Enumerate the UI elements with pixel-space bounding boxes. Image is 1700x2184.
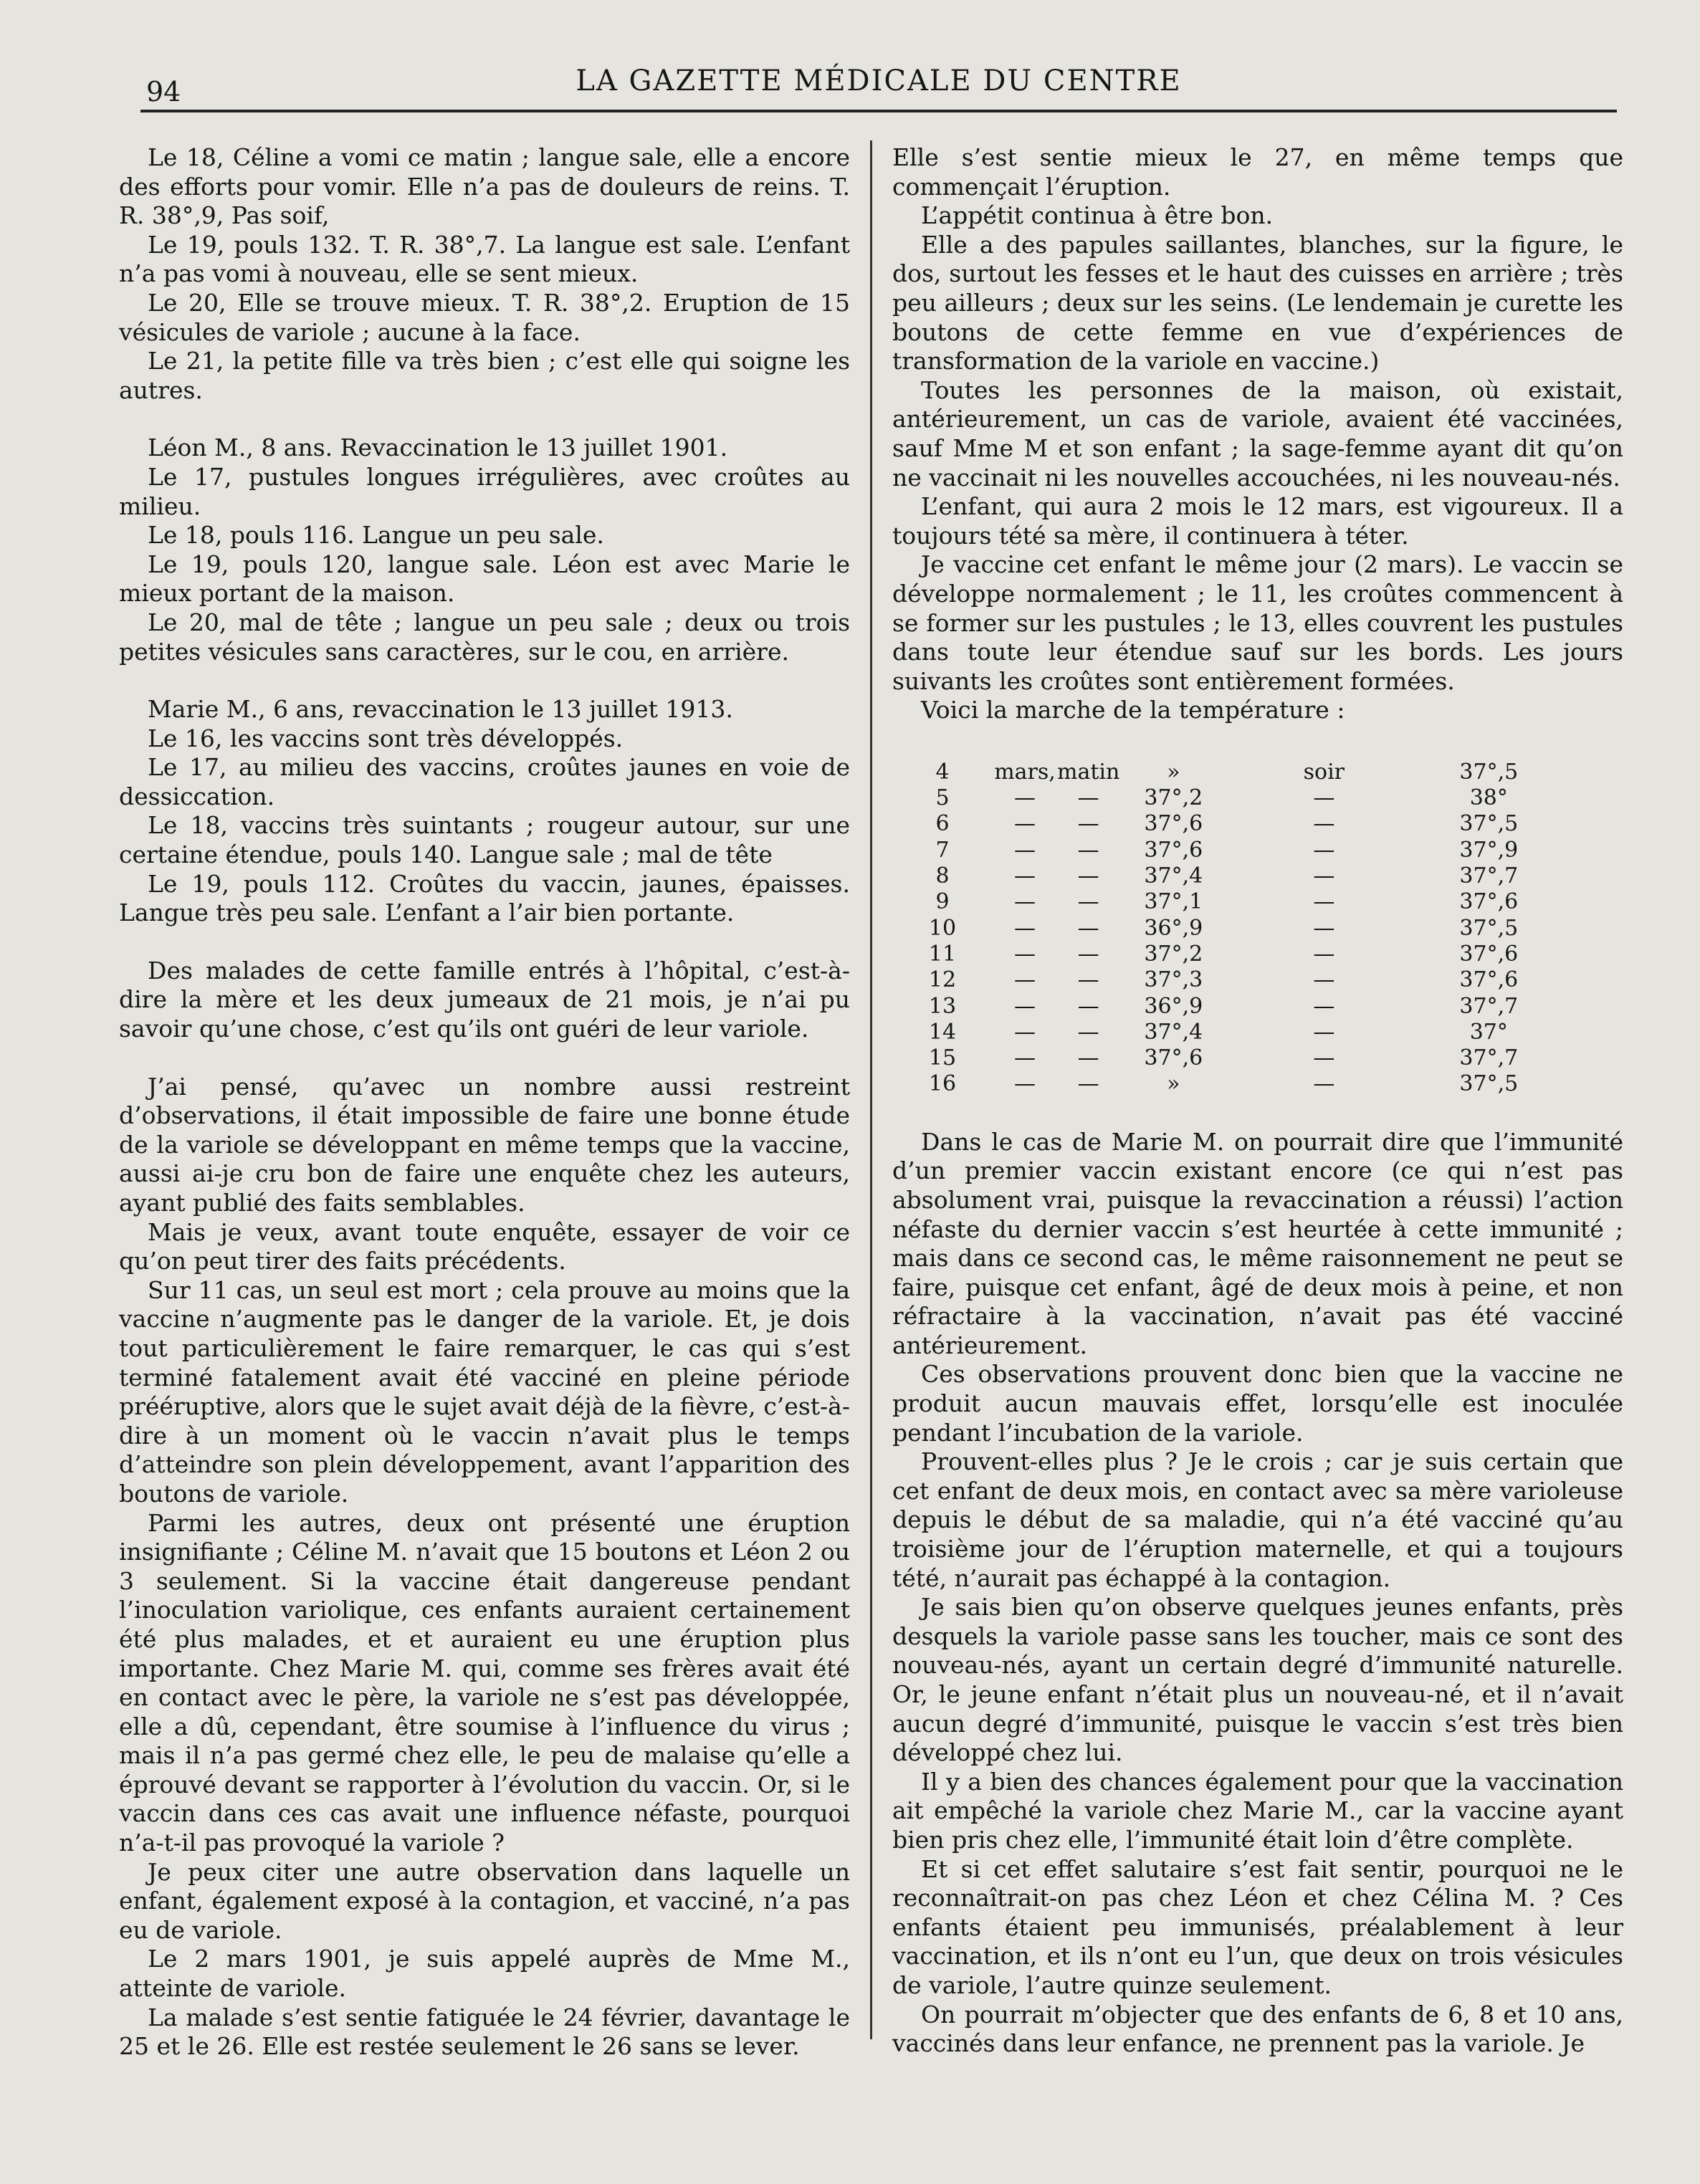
- table-cell: 8: [935, 863, 950, 889]
- column-separator: [870, 140, 872, 2039]
- table-cell: —: [1313, 811, 1335, 837]
- table-cell: 10: [928, 915, 957, 941]
- table-cell: 37°,5: [1459, 915, 1519, 941]
- paragraph: Elle s’est sentie mieux le 27, en même temps que commençait l’éruption.: [892, 143, 1623, 201]
- page-header: [140, 57, 1617, 107]
- table-cell: 37°,3: [1144, 967, 1203, 993]
- paragraph: Toutes les personnes de la maison, où existait, antérieurement, un cas de variole, avaient été vaccinées, sauf Mme M et son enfant ; la sage-femme ayant dit qu’on ne vaccinait ni les nouvelles accouchées, ni les nouveau-nés.: [892, 375, 1623, 492]
- table-cell: —: [1014, 811, 1036, 837]
- table-cell: 11: [928, 941, 957, 967]
- table-cell: —: [1077, 1019, 1099, 1045]
- table-cell: 37°,2: [1144, 941, 1203, 967]
- table-cell: —: [1077, 967, 1099, 993]
- table-cell: 16: [928, 1071, 957, 1097]
- table-cell: matin: [1057, 759, 1120, 785]
- table-cell: —: [1077, 1071, 1099, 1097]
- paragraph: Le 20, Elle se trouve mieux. T. R. 38°,2. Eruption de 15 vésicules de variole ; aucune à la face.: [119, 288, 850, 346]
- temperature-table: [892, 760, 1557, 1098]
- table-cell: —: [1077, 811, 1099, 837]
- table-cell: —: [1014, 863, 1036, 889]
- table-cell: 6: [935, 811, 950, 837]
- right-column-bottom-text: [892, 1128, 1623, 2059]
- paragraph: L’appétit continua à être bon.: [921, 201, 1274, 230]
- table-cell: —: [1313, 837, 1335, 863]
- table-cell: 37°,2: [1144, 785, 1203, 811]
- paragraph: L’enfant, qui aura 2 mois le 12 mars, est vigoureux. Il a toujours tété sa mère, il continuera à téter.: [892, 492, 1623, 550]
- paragraph: On pourrait m’objecter que des enfants de 6, 8 et 10 ans, vaccinés dans leur enfance, ne prennent pas la variole. Je: [892, 2000, 1623, 2058]
- table-cell: 37°,6: [1144, 811, 1203, 837]
- table-cell: 4: [935, 759, 950, 785]
- table-cell: —: [1313, 785, 1335, 811]
- table-cell: 37°,6: [1459, 941, 1519, 967]
- table-cell: —: [1077, 915, 1099, 941]
- table-row: [892, 760, 1557, 785]
- table-cell: »: [1167, 759, 1180, 785]
- right-column-top-text: [892, 143, 1623, 725]
- table-cell: —: [1077, 1045, 1099, 1071]
- table-cell: —: [1313, 967, 1335, 993]
- paragraph: Marie M., 6 ans, revaccination le 13 juillet 1913.: [148, 695, 733, 724]
- table-row: [892, 916, 1557, 942]
- paragraph: Le 19, pouls 132. T. R. 38°,7. La langue est sale. L’enfant n’a pas vomi à nouveau, elle se sent mieux.: [119, 230, 850, 288]
- table-row: [892, 785, 1557, 811]
- table-cell: 36°,9: [1144, 993, 1203, 1019]
- table-cell: 37°,6: [1144, 837, 1203, 863]
- table-cell: 37°,9: [1459, 837, 1519, 863]
- table-cell: —: [1014, 1045, 1036, 1071]
- table-cell: 37°,5: [1459, 811, 1519, 837]
- table-cell: 12: [928, 967, 957, 993]
- table-row: [892, 863, 1557, 889]
- table-cell: —: [1077, 863, 1099, 889]
- table-cell: 14: [928, 1019, 957, 1045]
- table-cell: —: [1313, 889, 1335, 915]
- table-cell: 37°,7: [1459, 1045, 1519, 1071]
- table-cell: —: [1313, 1071, 1335, 1097]
- paragraph: Et si cet effet salutaire s’est fait sentir, pourquoi ne le reconnaîtrait-on pas chez Léon et chez Célina M. ? Ces enfants étaient peu immunisés, préalablement à leur vaccination, et ils n’ont eu l’un, que deux on trois vésicules de variole, l’autre quinze seulement.: [892, 1854, 1623, 1999]
- table-row: [892, 1045, 1557, 1071]
- table-cell: soir: [1303, 759, 1345, 785]
- paragraph: Léon M., 8 ans. Revaccination le 13 juillet 1901.: [148, 434, 728, 462]
- table-row: [892, 1020, 1557, 1045]
- table-cell: —: [1014, 837, 1036, 863]
- table-cell: —: [1313, 993, 1335, 1019]
- table-cell: 37°,4: [1144, 1019, 1203, 1045]
- table-cell: 37°,7: [1459, 993, 1519, 1019]
- table-row: [892, 838, 1557, 863]
- paragraph: Le 2 mars 1901, je suis appelé auprès de Mme M., atteinte de variole.: [119, 1945, 850, 2003]
- table-cell: —: [1014, 1071, 1036, 1097]
- table-cell: »: [1167, 1071, 1180, 1097]
- table-cell: mars,: [994, 759, 1056, 785]
- paragraph: Le 17, pustules longues irrégulières, avec croûtes au milieu.: [119, 462, 850, 520]
- table-cell: 9: [935, 889, 950, 915]
- table-cell: 37°: [1469, 1019, 1508, 1045]
- table-cell: 37°,6: [1144, 1045, 1203, 1071]
- paragraph: Le 18, Céline a vomi ce matin ; langue sale, elle a encore des efforts pour vomir. Elle n’a pas de douleurs de reins. T. R. 38°,9, Pas soif,: [119, 143, 850, 230]
- table-cell: —: [1014, 1019, 1036, 1045]
- table-cell: —: [1077, 785, 1099, 811]
- table-cell: —: [1014, 993, 1036, 1019]
- paragraph: Mais je veux, avant toute enquête, essayer de voir ce qu’on peut tirer des faits précédents.: [119, 1217, 850, 1275]
- right-column: [892, 143, 1623, 2059]
- table-cell: 15: [928, 1045, 957, 1071]
- paragraph: Il y a bien des chances également pour que la vaccination ait empêché la variole chez Marie M., car la vaccine ayant bien pris chez elle, l’immunité était loin d’être complète.: [892, 1767, 1623, 1854]
- table-cell: —: [1313, 1019, 1335, 1045]
- table-row: [892, 967, 1557, 993]
- paragraph: Prouvent-elles plus ? Je le crois ; car je suis certain que cet enfant de deux mois, en contact avec sa mère varioleuse depuis le début de sa maladie, qui n’a été vacciné qu’au troisième jour de l’éruption maternelle, et qui a toujours tété, n’aurait pas échappé à la contagion.: [892, 1447, 1623, 1592]
- paragraph: Sur 11 cas, un seul est mort ; cela prouve au moins que la vaccine n’augmente pas le danger de la variole. Et, je dois tout particulièrement le faire remarquer, le cas qui s’est terminé fatalement avait été vacciné en pleine période prééruptive, alors que le sujet avait déjà de la fièvre, c’est-à-dire à un moment où le vaccin n’avait plus le temps d’atteindre son plein développement, avant l’apparition des boutons de variole.: [119, 1275, 850, 1508]
- table-cell: 38°: [1469, 785, 1508, 811]
- table-row: [892, 1071, 1557, 1097]
- table-cell: —: [1014, 967, 1036, 993]
- table-cell: —: [1313, 915, 1335, 941]
- table-cell: —: [1313, 863, 1335, 889]
- table-row: [892, 889, 1557, 915]
- paragraph: Le 18, vaccins très suintants ; rougeur autour, sur une certaine étendue, pouls 140. Langue sale ; mal de tête: [119, 811, 850, 869]
- page-number: 94: [146, 76, 181, 107]
- paragraph: Le 21, la petite fille va très bien ; c’est elle qui soigne les autres.: [119, 347, 850, 404]
- table-row: [892, 811, 1557, 837]
- table-cell: 5: [935, 785, 950, 811]
- table-cell: —: [1313, 1045, 1335, 1071]
- paragraph: Je peux citer une autre observation dans laquelle un enfant, également exposé à la contagion, et vacciné, n’a pas eu de variole.: [119, 1857, 850, 1944]
- table-cell: 37°,5: [1459, 1071, 1519, 1097]
- table-row: [892, 994, 1557, 1020]
- table-cell: —: [1014, 889, 1036, 915]
- paragraph: Des malades de cette famille entrés à l’hôpital, c’est-à-dire la mère et les deux jumeaux de 21 mois, je n’ai pu savoir qu’une chose, c’est qu’ils ont guéri de leur variole.: [119, 956, 850, 1043]
- left-column: [119, 143, 850, 2061]
- table-cell: —: [1014, 915, 1036, 941]
- paragraph: Dans le cas de Marie M. on pourrait dire que l’immunité d’un premier vaccin existant encore (ce qui n’est pas absolument vrai, puisque la revaccination a réussi) l’action néfaste du dernier vaccin s’est heurtée à cette immunité ; mais dans ce second cas, le même raisonnement ne peut se faire, puisque cet enfant, âgé de deux mois à peine, et non réfractaire à la vaccination, n’avait pas été vacciné antérieurement.: [892, 1127, 1623, 1359]
- paragraph: Le 17, au milieu des vaccins, croûtes jaunes en voie de dessiccation.: [119, 753, 850, 810]
- table-cell: 37°,7: [1459, 863, 1519, 889]
- table-cell: 37°,4: [1144, 863, 1203, 889]
- paragraph: Le 20, mal de tête ; langue un peu sale ; deux ou trois petites vésicules sans caractères, sur le cou, en arrière.: [119, 608, 850, 666]
- table-cell: 37°,6: [1459, 889, 1519, 915]
- paragraph: Elle a des papules saillantes, blanches, sur la figure, le dos, surtout les fesses et le haut des cuisses en arrière ; très peu ailleurs ; deux sur les seins. (Le lendemain je curette les boutons de cette femme en vue d’expériences de transformation de la variole en vaccine.): [892, 230, 1623, 375]
- paragraph: Je vaccine cet enfant le même jour (2 mars). Le vaccin se développe normalement ; le 11, les croûtes commencent à se former sur les pustules ; le 13, elles couvrent les pustules dans toute leur étendue sauf sur les bords. Les jours suivants les croûtes sont entièrement formées.: [892, 550, 1623, 695]
- table-cell: —: [1313, 941, 1335, 967]
- running-title: LA GAZETTE MÉDICALE DU CENTRE: [576, 64, 1182, 97]
- table-cell: —: [1077, 837, 1099, 863]
- paragraph: Le 18, pouls 116. Langue un peu sale.: [148, 521, 604, 550]
- table-cell: —: [1014, 785, 1036, 811]
- table-cell: —: [1077, 889, 1099, 915]
- table-cell: —: [1077, 993, 1099, 1019]
- table-cell: —: [1077, 941, 1099, 967]
- paragraph: J’ai pensé, qu’avec un nombre aussi restreint d’observations, il était impossible de faire une bonne étude de la variole se développant en même temps que la vaccine, aussi ai-je cru bon de faire une enquête chez les auteurs, ayant publié des faits semblables.: [119, 1072, 850, 1217]
- paragraph: Voici la marche de la température :: [921, 696, 1345, 724]
- table-cell: 37°,6: [1459, 967, 1519, 993]
- paragraph: Le 16, les vaccins sont très développés.: [148, 724, 624, 752]
- table-cell: 37°,1: [1144, 889, 1203, 915]
- paragraph: Le 19, pouls 120, langue sale. Léon est avec Marie le mieux portant de la maison.: [119, 550, 850, 608]
- paragraph: La malade s’est sentie fatiguée le 24 février, davantage le 25 et le 26. Elle est restée seulement le 26 sans se lever.: [119, 2003, 850, 2061]
- header-rule: [140, 110, 1617, 112]
- table-cell: 13: [928, 993, 957, 1019]
- paragraph: Ces observations prouvent donc bien que la vaccine ne produit aucun mauvais effet, lorsqu’elle est inoculée pendant l’incubation de la variole.: [892, 1360, 1623, 1447]
- paragraph: Parmi les autres, deux ont présenté une éruption insignifiante ; Céline M. n’avait que 15 boutons et Léon 2 ou 3 seulement. Si la vaccine était dangereuse pendant l’inoculation variolique, ces enfants auraient certainement été plus malades, et et auraient eu une éruption plus importante. Chez Marie M. qui, comme ses frères avait été en contact avec le père, la variole ne s’est pas développée, elle a dû, cependant, être soumise à l’influence du virus ; mais il n’a pas germé chez elle, le peu de malaise qu’elle a éprouvé devant se rapporter à l’évolution du vaccin. Or, si le vaccin dans ces cas avait une influence néfaste, pourquoi n’a-t-il pas provoqué la variole ?: [119, 1508, 850, 1857]
- table-cell: 37°,5: [1459, 759, 1519, 785]
- table-cell: 36°,9: [1144, 915, 1203, 941]
- table-cell: —: [1014, 941, 1036, 967]
- table-row: [892, 942, 1557, 967]
- table-cell: 7: [935, 837, 950, 863]
- paragraph: Je sais bien qu’on observe quelques jeunes enfants, près desquels la variole passe sans les toucher, mais ce sont des nouveau-nés, ayant un certain degré d’immunité naturelle. Or, le jeune enfant n’était plus un nouveau-né, et il n’avait aucun degré d’immunité, puisque le vaccin s’est très bien développé chez lui.: [892, 1593, 1623, 1767]
- paragraph: Le 19, pouls 112. Croûtes du vaccin, jaunes, épaisses. Langue très peu sale. L’enfant a l’air bien portante.: [119, 869, 850, 927]
